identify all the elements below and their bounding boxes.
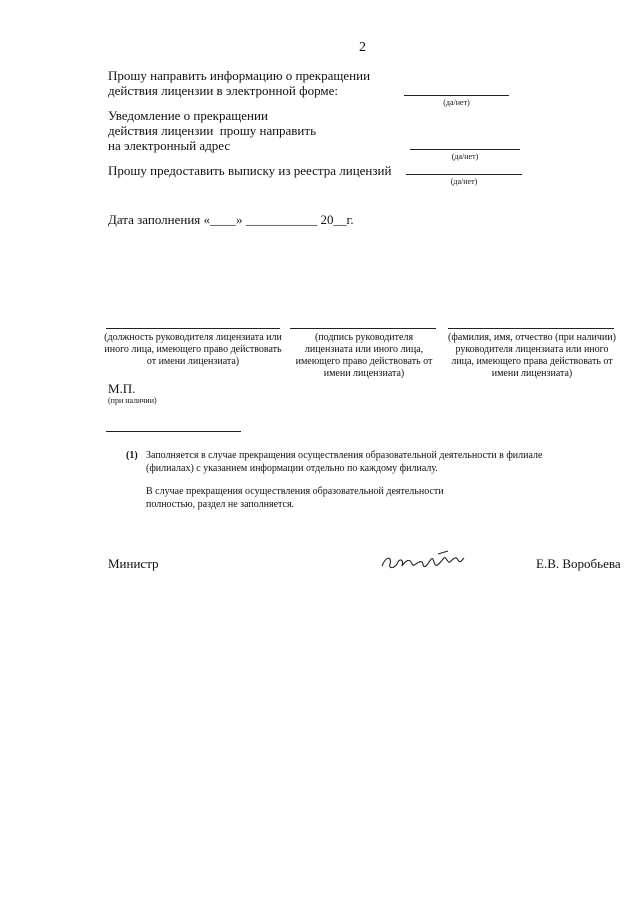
minister-name: Е.В. Воробьева [536, 556, 621, 571]
request-line: Прошу направить информацию о прекращении [108, 68, 371, 83]
signature-line-fullname[interactable] [448, 328, 614, 329]
request-line: Уведомление о прекращении [108, 108, 268, 123]
signature-line-position[interactable] [106, 328, 280, 329]
request-line: на электронный адрес [108, 138, 231, 153]
answer-field-email-info[interactable] [404, 95, 509, 96]
answer-hint: (да/нет) [450, 177, 478, 186]
footnote-text: Заполняется в случае прекращения осуществления образовательной деятельности в филиале (филиалах) с указанием информации отдельно по каждому филиалу. [146, 450, 543, 474]
signature-icon [378, 548, 468, 574]
fill-date[interactable]: Дата заполнения «____» ___________ 20__г. [108, 212, 354, 227]
stamp-label: М.П. [108, 381, 136, 396]
footnote-separator [106, 431, 241, 432]
signature-caption-fullname: (фамилия, имя, отчество (при наличии) руководителя лицензиата или иного лица, имеющего права действовать от имени лицензиата) [448, 332, 616, 379]
signature-line-sign[interactable] [290, 328, 436, 329]
minister-title: Министр [108, 556, 159, 571]
request-line: действия лицензии в электронной форме: [108, 83, 338, 98]
answer-hint: (да/нет) [451, 152, 479, 161]
request-line-registry-extract: Прошу предоставить выписку из реестра лицензий [108, 163, 392, 178]
answer-hint: (да/нет) [443, 98, 470, 107]
request-block-email-info [108, 68, 370, 98]
footnote-marker: (1) [126, 450, 138, 461]
handwritten-signature [378, 548, 468, 574]
signature-caption-sign: (подпись руководителя лицензиата или иного лица, имеющего право действовать от имени лицензиата) [295, 332, 433, 379]
stamp-note: (при наличии) [108, 396, 157, 405]
request-block-notification-address [108, 108, 316, 153]
signature-caption-position: (должность руководителя лицензиата или иного лица, имеющего право действовать от имени лицензиата) [104, 332, 282, 367]
page-number: 2 [359, 40, 366, 55]
footnote-note: В случае прекращения осуществления образовательной деятельности полностью, раздел не заполняется. [146, 486, 444, 510]
request-line: действия лицензии прошу направить [108, 123, 316, 138]
answer-field-notification-address[interactable] [410, 149, 520, 150]
answer-field-registry-extract[interactable] [406, 174, 522, 175]
